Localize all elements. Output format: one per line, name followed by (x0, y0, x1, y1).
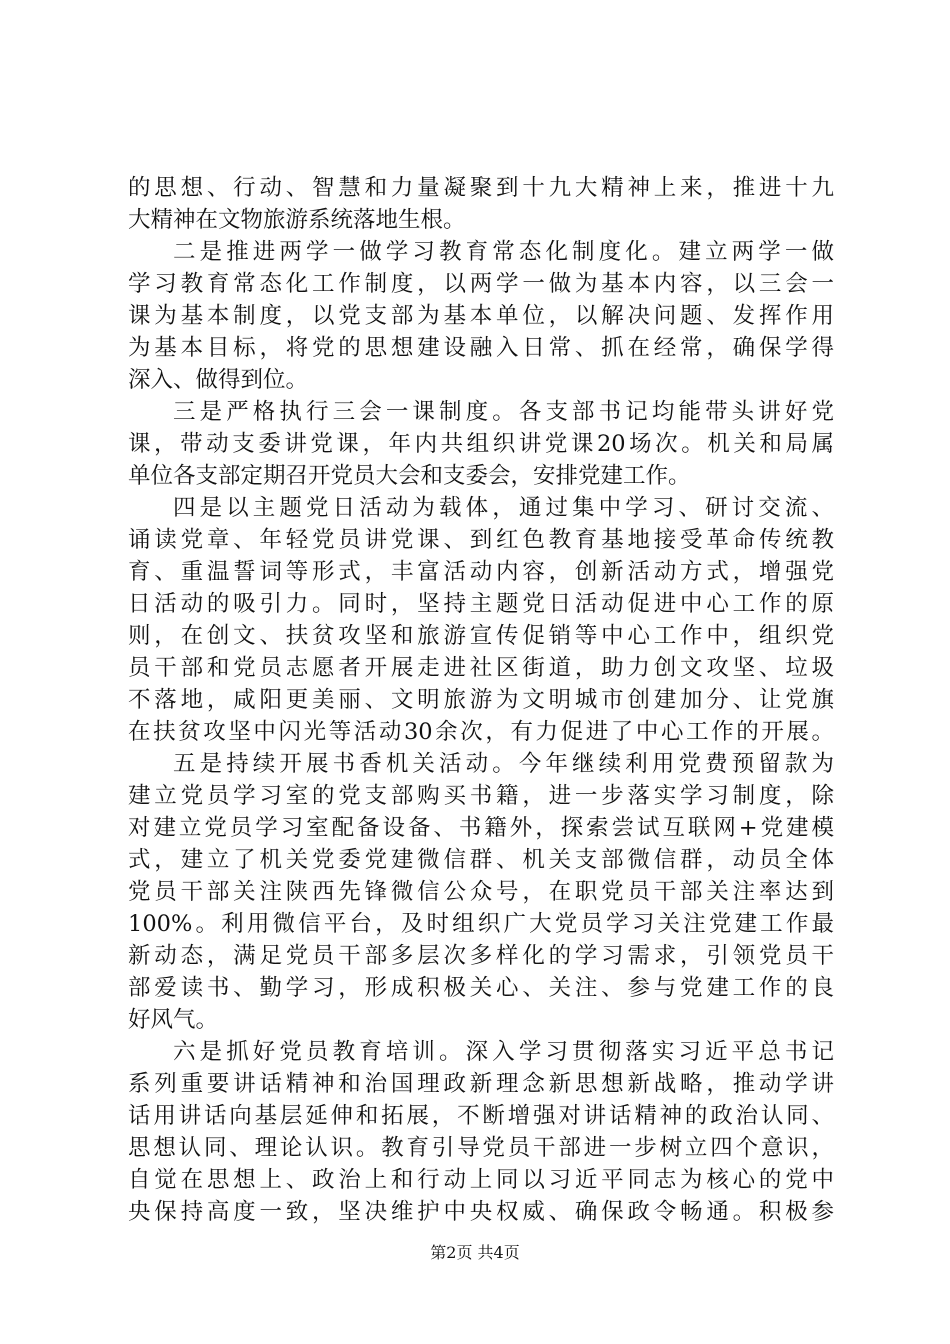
text-line: 四是以主题党日活动为载体，通过集中学习、研讨交流、 (173, 495, 834, 521)
text-line: 课为基本制度，以党支部为基本单位，以解决问题、发挥作用 (128, 303, 834, 329)
text-line: 日活动的吸引力。同时，坚持主题党日活动促进中心工作的原 (128, 591, 834, 617)
text-line: 的思想、行动、智慧和力量凝聚到十九大精神上来，推进十九 (128, 175, 834, 201)
text-line: 三是严格执行三会一课制度。各支部书记均能带头讲好党 (173, 399, 834, 425)
text-line: 大精神在文物旅游系统落地生根。 (128, 207, 466, 233)
paragraph-5 (128, 748, 834, 1036)
text-line: 式，建立了机关党委党建微信群、机关支部微信群，动员全体 (128, 847, 834, 873)
paragraph-1 (128, 172, 834, 236)
text-line: 则，在创文、扶贫攻坚和旅游宣传促销等中心工作中，组织党 (128, 623, 834, 649)
text-line: 对建立党员学习室配备设备、书籍外，探索尝试互联网+党建模 (128, 815, 834, 841)
text-line: 系列重要讲话精神和治国理政新理念新思想新战略，推动学讲 (128, 1071, 834, 1097)
text-line: 单位各支部定期召开党员大会和支委会，安排党建工作。 (128, 463, 691, 489)
text-line: 育、重温誓词等形式，丰富活动内容，创新活动方式，增强党 (128, 559, 834, 585)
text-line: 话用讲话向基层延伸和拓展，不断增强对讲话精神的政治认同、 (128, 1103, 834, 1129)
text-line: 不落地，咸阳更美丽、文明旅游为文明城市创建加分、让党旗 (128, 687, 834, 713)
text-line: 员干部和党员志愿者开展走进社区街道，助力创文攻坚、垃圾 (128, 655, 834, 681)
paragraph-4 (128, 492, 834, 748)
text-line: 为基本目标，将党的思想建设融入日常、抓在经常，确保学得 (128, 335, 834, 361)
text-line: 二是推进两学一做学习教育常态化制度化。建立两学一做 (173, 239, 834, 265)
paragraph-2 (128, 236, 834, 396)
text-line: 央保持高度一致，坚决维护中央权威、确保政令畅通。积极参 (128, 1199, 834, 1225)
page-number-footer: 第2页 共4页 (430, 1243, 520, 1262)
paragraph-6 (128, 1036, 834, 1228)
text-line: 100%。利用微信平台，及时组织广大党员学习关注党建工作最 (128, 911, 834, 937)
text-line: 诵读党章、年轻党员讲党课、到红色教育基地接受革命传统教 (128, 527, 834, 553)
text-line: 好风气。 (128, 1007, 219, 1033)
text-line: 学习教育常态化工作制度，以两学一做为基本内容，以三会一 (128, 271, 834, 297)
text-line: 六是抓好党员教育培训。深入学习贯彻落实习近平总书记 (173, 1039, 834, 1065)
paragraph-3 (128, 396, 834, 492)
text-line: 思想认同、理论认识。教育引导党员干部进一步树立四个意识， (128, 1135, 834, 1161)
document-body (128, 172, 834, 1228)
text-line: 五是持续开展书香机关活动。今年继续利用党费预留款为 (173, 751, 834, 777)
text-line: 建立党员学习室的党支部购买书籍，进一步落实学习制度，除 (128, 783, 834, 809)
text-line: 自觉在思想上、政治上和行动上同以习近平同志为核心的党中 (128, 1167, 834, 1193)
text-line: 在扶贫攻坚中闪光等活动30余次，有力促进了中心工作的开展。 (128, 719, 834, 745)
text-line: 课，带动支委讲党课，年内共组织讲党课20场次。机关和局属 (128, 431, 834, 457)
text-line: 深入、做得到位。 (128, 367, 309, 393)
text-line: 党员干部关注陕西先锋微信公众号，在职党员干部关注率达到 (128, 879, 834, 905)
text-line: 部爱读书、勤学习，形成积极关心、关注、参与党建工作的良 (128, 975, 834, 1001)
text-line: 新动态，满足党员干部多层次多样化的学习需求，引领党员干 (128, 943, 834, 969)
